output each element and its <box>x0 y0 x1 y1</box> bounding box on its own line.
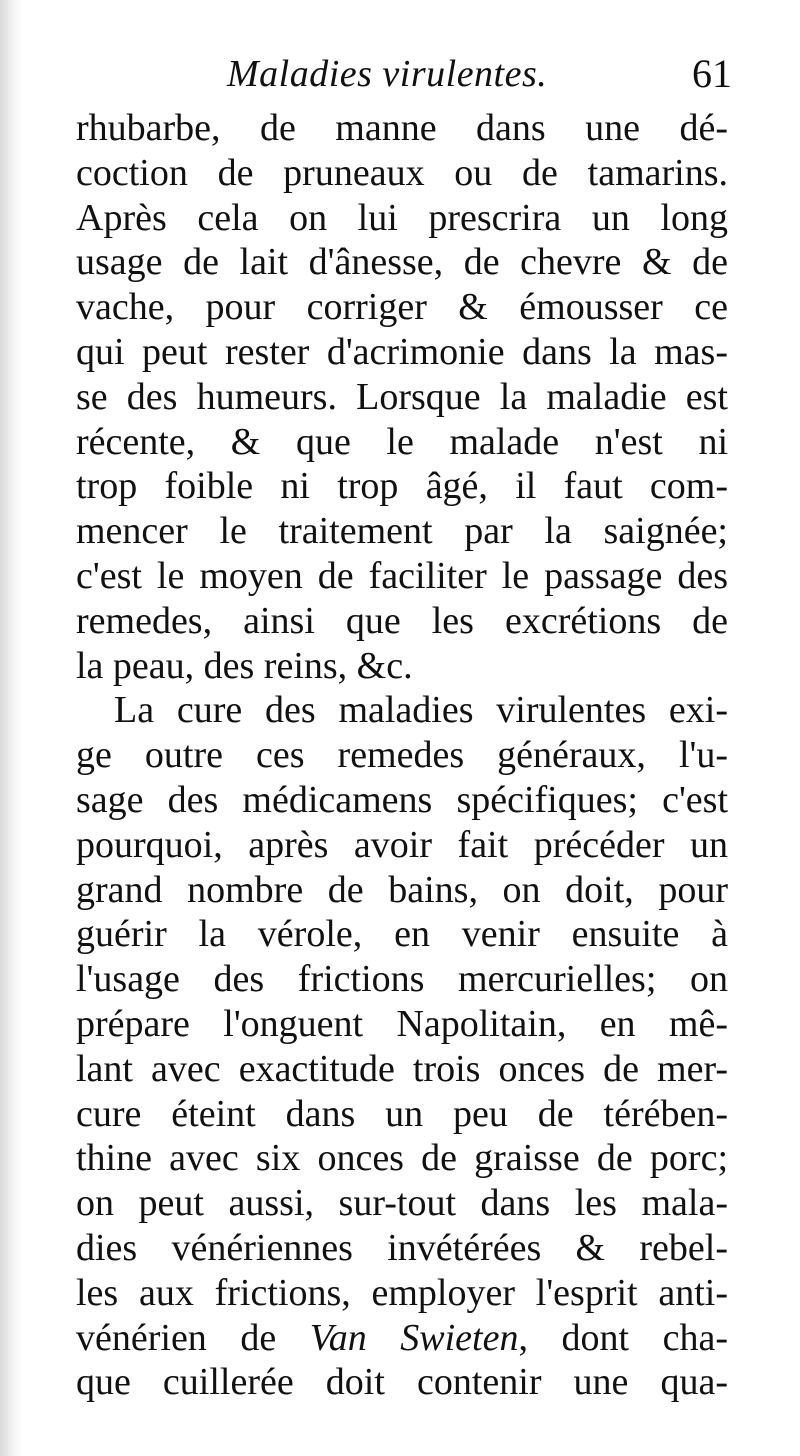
text-line: guérir la vérole, en venir ensuite à <box>76 913 728 956</box>
text-segment: , dont cha- <box>518 1316 728 1359</box>
text-line: grand nombre de bains, on doit, pour <box>76 868 728 911</box>
text-line: sage des médicamens spécifiques; c'est <box>76 778 728 821</box>
text-line: rhubarbe, de manne dans une dé- <box>76 107 728 149</box>
text-line: vache, pour corriger & émousser ce <box>76 286 728 329</box>
text-line: lant avec exactitude trois onces de mer- <box>76 1047 728 1090</box>
text-line-with-italic <box>76 1316 728 1361</box>
paragraph-start-line: La cure des maladies virulentes exi- <box>114 689 728 732</box>
text-line: c'est le moyen de faciliter le passage des <box>76 554 728 597</box>
text-line: l'usage des frictions mercurielles; on <box>76 958 728 1001</box>
paragraph-end-line: la peau, des reins, &c. <box>76 644 413 687</box>
text-line: on peut aussi, sur-tout dans les mala- <box>76 1182 728 1225</box>
text-line: trop foible ni trop âgé, il faut com- <box>76 465 728 508</box>
page-edge-shadow <box>0 0 22 1456</box>
text-line: ge outre ces remedes généraux, l'u- <box>76 734 728 777</box>
text-line: qui peut rester d'acrimonie dans la mas- <box>76 330 728 373</box>
text-line: prépare l'onguent Napolitain, en mê- <box>76 1002 728 1045</box>
text-line: les aux frictions, employer l'esprit anti- <box>76 1271 728 1314</box>
text-line: thine avec six onces de graisse de porc; <box>76 1137 728 1180</box>
text-line: que cuillerée doit contenir une qua- <box>76 1361 728 1404</box>
text-line: récente, & que le malade n'est ni <box>76 420 728 463</box>
text-line: dies vénériennes invétérées & rebel- <box>76 1226 728 1269</box>
text-line: Après cela on lui prescrira un long <box>76 196 728 239</box>
text-line: usage de lait d'ânesse, de chevre & de <box>76 241 728 284</box>
body-text <box>76 106 728 1405</box>
author-name-italic: Van Swieten <box>309 1316 519 1359</box>
text-line: remedes, ainsi que les excrétions de <box>76 599 728 642</box>
text-line: se des humeurs. Lorsque la maladie est <box>76 375 728 418</box>
text-line: cure éteint dans un peu de térében- <box>76 1092 728 1135</box>
page-number: 61 <box>692 51 732 96</box>
text-line: mencer le traitement par la saignée; <box>76 510 728 553</box>
text-line: pourquoi, après avoir fait précéder un <box>76 823 728 866</box>
running-header <box>72 48 732 100</box>
text-line: coction de pruneaux ou de tamarins. <box>76 151 728 194</box>
running-title: Maladies virulentes. <box>227 53 548 95</box>
text-segment: vénérien de <box>76 1316 277 1359</box>
